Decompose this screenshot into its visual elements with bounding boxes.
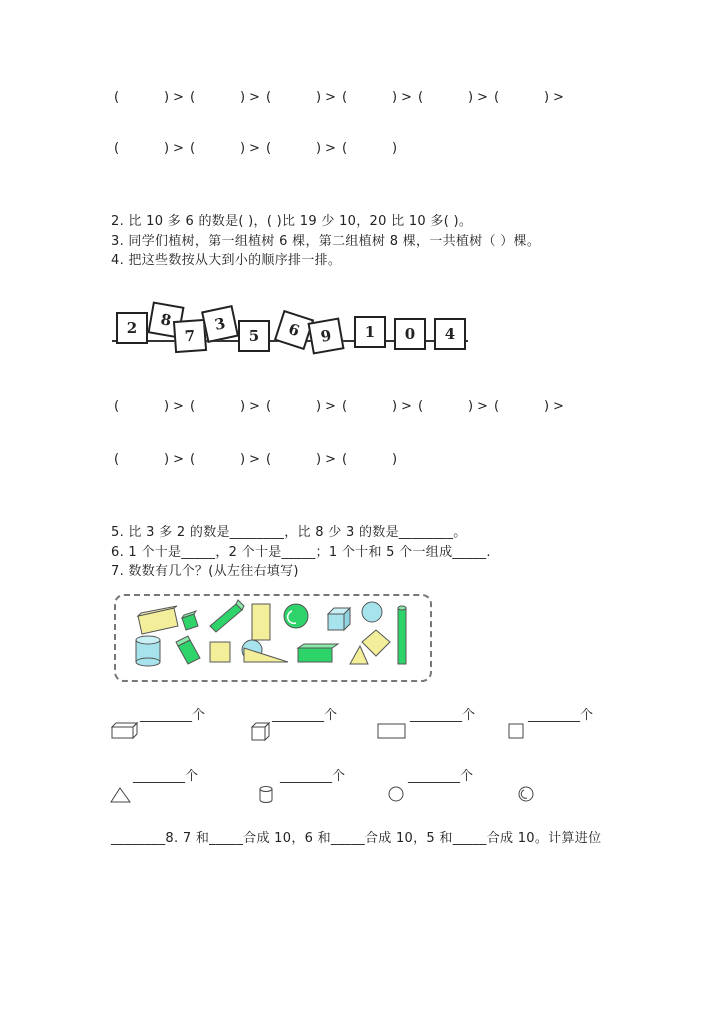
answer-blank-1[interactable]: ________个 — [140, 708, 206, 723]
chain-token: > — [325, 90, 336, 105]
chain-token: ) — [316, 141, 322, 156]
chain-token: ( — [114, 452, 120, 467]
cube-cyan-icon — [328, 614, 344, 630]
chain-token: ( — [418, 399, 424, 414]
square-icon — [508, 723, 526, 741]
chain-token: > — [249, 90, 260, 105]
chain-token: ) — [316, 90, 322, 105]
chain-token: > — [249, 399, 260, 414]
chain-token: ( — [494, 90, 500, 105]
q4-chain-b — [114, 452, 401, 467]
number-card: 1 — [354, 316, 386, 348]
cylinder-icon — [258, 785, 276, 805]
answer-blank-3[interactable]: ________个 — [410, 708, 476, 723]
chain-token: ( — [266, 452, 272, 467]
chain-token: > — [477, 399, 488, 414]
question-3: 3. 同学们植树，第一组植树 6 棵，第二组植树 8 棵，一共植树（ ）棵。 — [111, 234, 541, 249]
question-8: ________8. 7 和_____合成 10，6 和_____合成 10，5 和_____合成 10。计算进位 — [111, 831, 602, 846]
chain-token: ( — [266, 90, 272, 105]
number-card: 5 — [238, 320, 270, 352]
chain-token: ) — [392, 452, 398, 467]
q4-chain-a — [114, 399, 570, 414]
chain-token: > — [553, 90, 564, 105]
q1-chain-a — [114, 90, 570, 105]
chain-token: ( — [114, 141, 120, 156]
answer-blank-5[interactable]: ________个 — [133, 769, 199, 784]
chain-token: ( — [266, 141, 272, 156]
chain-token: > — [173, 141, 184, 156]
chain-token: ) — [392, 141, 398, 156]
tall-rod-green-icon — [398, 608, 406, 664]
number-card: 6 — [274, 310, 314, 350]
chain-token: ) — [164, 399, 170, 414]
number-card: 2 — [116, 312, 148, 344]
chain-token: ) — [468, 399, 474, 414]
answer-blank-7[interactable]: ________个 — [408, 769, 474, 784]
chain-token: ) — [316, 399, 322, 414]
question-7: 7. 数数有几个？(从左往右填写) — [111, 564, 299, 579]
small-triangle-yellow-icon — [350, 646, 368, 664]
chain-token: > — [477, 90, 488, 105]
number-card: 0 — [394, 318, 426, 350]
chain-token: ) — [240, 399, 246, 414]
chain-token: ( — [342, 90, 348, 105]
answer-blank-6[interactable]: ________个 — [280, 769, 346, 784]
chain-token: > — [173, 90, 184, 105]
chain-token: ( — [494, 399, 500, 414]
number-card: 4 — [434, 318, 466, 350]
shapes-illustration — [116, 596, 430, 680]
chain-token: ) — [316, 452, 322, 467]
rectangle-yellow-icon — [252, 604, 270, 640]
chain-token: > — [325, 399, 336, 414]
number-card: 3 — [201, 305, 239, 343]
cuboid-icon — [111, 722, 139, 740]
square-yellow-icon — [210, 642, 230, 662]
shapes-panel — [114, 594, 432, 682]
chain-token: > — [249, 141, 260, 156]
chain-token: > — [325, 141, 336, 156]
rectangle-icon — [377, 722, 407, 740]
chain-token: > — [553, 399, 564, 414]
chain-token: ( — [190, 452, 196, 467]
chain-token: ) — [544, 399, 550, 414]
question-4: 4. 把这些数按从大到小的顺序排一排。 — [111, 253, 342, 268]
diamond-yellow-icon — [362, 630, 390, 656]
number-card: 8 — [147, 301, 184, 338]
chain-token: ) — [544, 90, 550, 105]
chain-token: ( — [190, 90, 196, 105]
chain-token: ( — [342, 452, 348, 467]
triangle-yellow-icon — [244, 648, 288, 662]
chain-token: ( — [418, 90, 424, 105]
chain-token: > — [401, 399, 412, 414]
chain-token: > — [249, 452, 260, 467]
chain-token: ( — [190, 141, 196, 156]
chain-token: ) — [240, 141, 246, 156]
number-card: 9 — [307, 317, 344, 354]
chain-token: ( — [114, 399, 120, 414]
triangle-icon — [110, 786, 132, 804]
chain-token: > — [325, 452, 336, 467]
chain-token: ) — [468, 90, 474, 105]
chain-token: ) — [240, 90, 246, 105]
rod-green-icon — [210, 604, 242, 632]
chain-token: > — [173, 452, 184, 467]
q1-chain-b — [114, 141, 401, 156]
chain-token: ( — [342, 399, 348, 414]
chain-token: ( — [342, 141, 348, 156]
cube-icon — [251, 722, 271, 742]
number-cards — [112, 296, 468, 356]
long-cuboid-green-icon — [298, 648, 332, 662]
chain-token: ) — [392, 399, 398, 414]
question-6: 6. 1 个十是_____，2 个十是_____；1 个十和 5 个一组成_____. — [111, 545, 491, 560]
question-5: 5. 比 3 多 2 的数是________，比 8 少 3 的数是________。 — [111, 525, 467, 540]
chain-token: ( — [114, 90, 120, 105]
chain-token: > — [173, 399, 184, 414]
number-card: 7 — [173, 319, 207, 353]
chain-token: ) — [240, 452, 246, 467]
chain-token: ) — [164, 90, 170, 105]
sphere-icon — [518, 786, 536, 804]
circle-cyan-icon — [362, 602, 382, 622]
chain-token: ) — [392, 90, 398, 105]
chain-token: > — [401, 90, 412, 105]
answer-blank-4[interactable]: ________个 — [528, 708, 594, 723]
chain-token: ) — [164, 141, 170, 156]
chain-token: ( — [266, 399, 272, 414]
question-2: 2. 比 10 多 6 的数是( )，( )比 19 少 10，20 比 10 多( )。 — [111, 214, 473, 229]
chain-token: ) — [164, 452, 170, 467]
answer-blank-2[interactable]: ________个 — [272, 708, 338, 723]
circle-icon — [388, 786, 406, 804]
chain-token: ( — [190, 399, 196, 414]
